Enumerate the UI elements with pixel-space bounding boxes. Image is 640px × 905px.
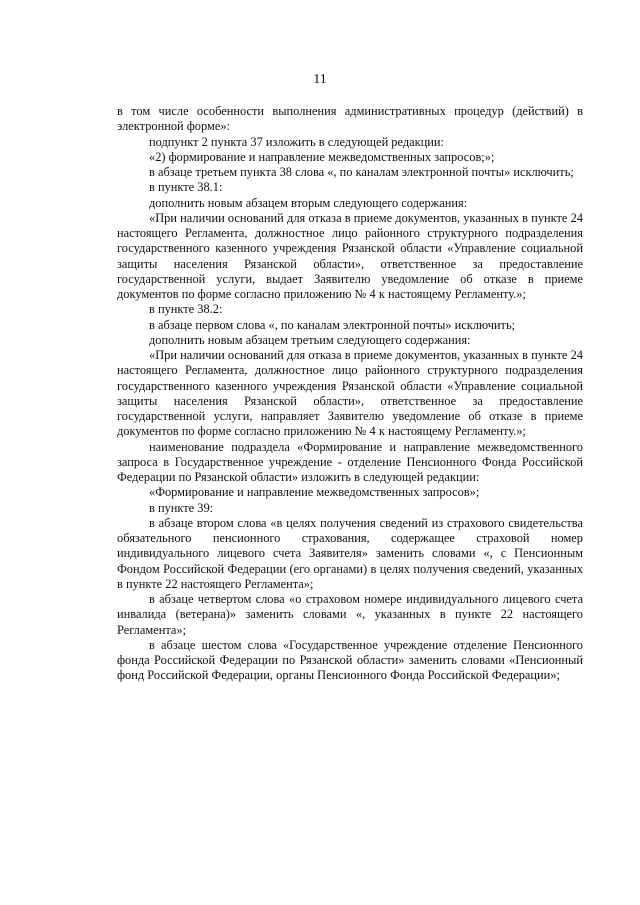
paragraph: в абзаце третьем пункта 38 слова «, по каналам электронной почты» исключить; — [149, 165, 574, 179]
paragraph: в том числе особенности выполнения административных процедур (действий) в электронной форме»: — [117, 104, 583, 134]
paragraph: в абзаце шестом слова «Государственное учреждение отделение Пенсионного фонда Российской Федерации по Рязанской области» заменить словами «Пенсионный фонд Российской Федерации, органы Пенсионного Фонда Российской Федерации»; — [117, 637, 583, 683]
paragraph: в пункте 38.1: — [149, 180, 223, 195]
paragraph: в абзаце четвертом слова «о страховом номере индивидуального лицевого счета инвалида (ветерана)» заменить словами «, указанных в пункте 22 настоящего Регламента»; — [117, 592, 583, 637]
page-number: 11 — [313, 72, 327, 87]
paragraph: в абзаце первом слова «, по каналам электронной почты» исключить; — [149, 317, 516, 332]
paragraph: «При наличии оснований для отказа в приеме документов, указанных в пункте 24 настоящего Регламента, должностное лицо районного структурного подразделения государственного казенного учреждения Рязанской области «Управление социальной защиты населения Рязанской области», ответственное за предоставление государственной услуги, направляет Заявителю уведомление об отказе в приеме документов по форме согласно приложению № 4 к настоящему Регламенту.»; — [117, 348, 583, 439]
paragraph: «2) формирование и направление межведомственных запросов;»; — [149, 149, 495, 164]
paragraph: дополнить новым абзацем вторым следующего содержания: — [149, 195, 468, 210]
paragraph: в пункте 38.2: — [149, 302, 223, 317]
paragraph: подпункт 2 пункта 37 изложить в следующей редакции: — [149, 134, 444, 149]
paragraph: в абзаце втором слова «в целях получения сведений из страхового свидетельства обязательного пенсионного страхования, содержащее страховой номер индивидуального лицевого счета Заявителя» заменить словами «, с Пенсионным Фондом Российской Федерации (его органами) в целях получения сведений, указанных в пункте 22 настоящего Регламента»; — [117, 515, 583, 591]
paragraph: в пункте 39: — [149, 500, 214, 515]
paragraph: «При наличии оснований для отказа в приеме документов, указанных в пункте 24 настоящего Регламента, должностное лицо районного структурного подразделения государственного казенного учреждения Рязанской области «Управление социальной защиты населения Рязанской области», ответственное за предоставление государственной услуги, выдает Заявителю уведомление об отказе в приеме документов по форме согласно приложению № 4 к настоящему Регламенту.»; — [117, 210, 583, 301]
paragraph: дополнить новым абзацем третьим следующего содержания: — [149, 332, 471, 347]
paragraph: наименование подраздела «Формирование и направление межведомственного запроса в Государственное учреждение - отделение Пенсионного Фонда Российской Федерации по Рязанской области» изложить в следующей редакции: — [117, 439, 583, 484]
paragraph: «Формирование и направление межведомственных запросов»; — [149, 485, 480, 500]
document-body — [117, 104, 583, 684]
